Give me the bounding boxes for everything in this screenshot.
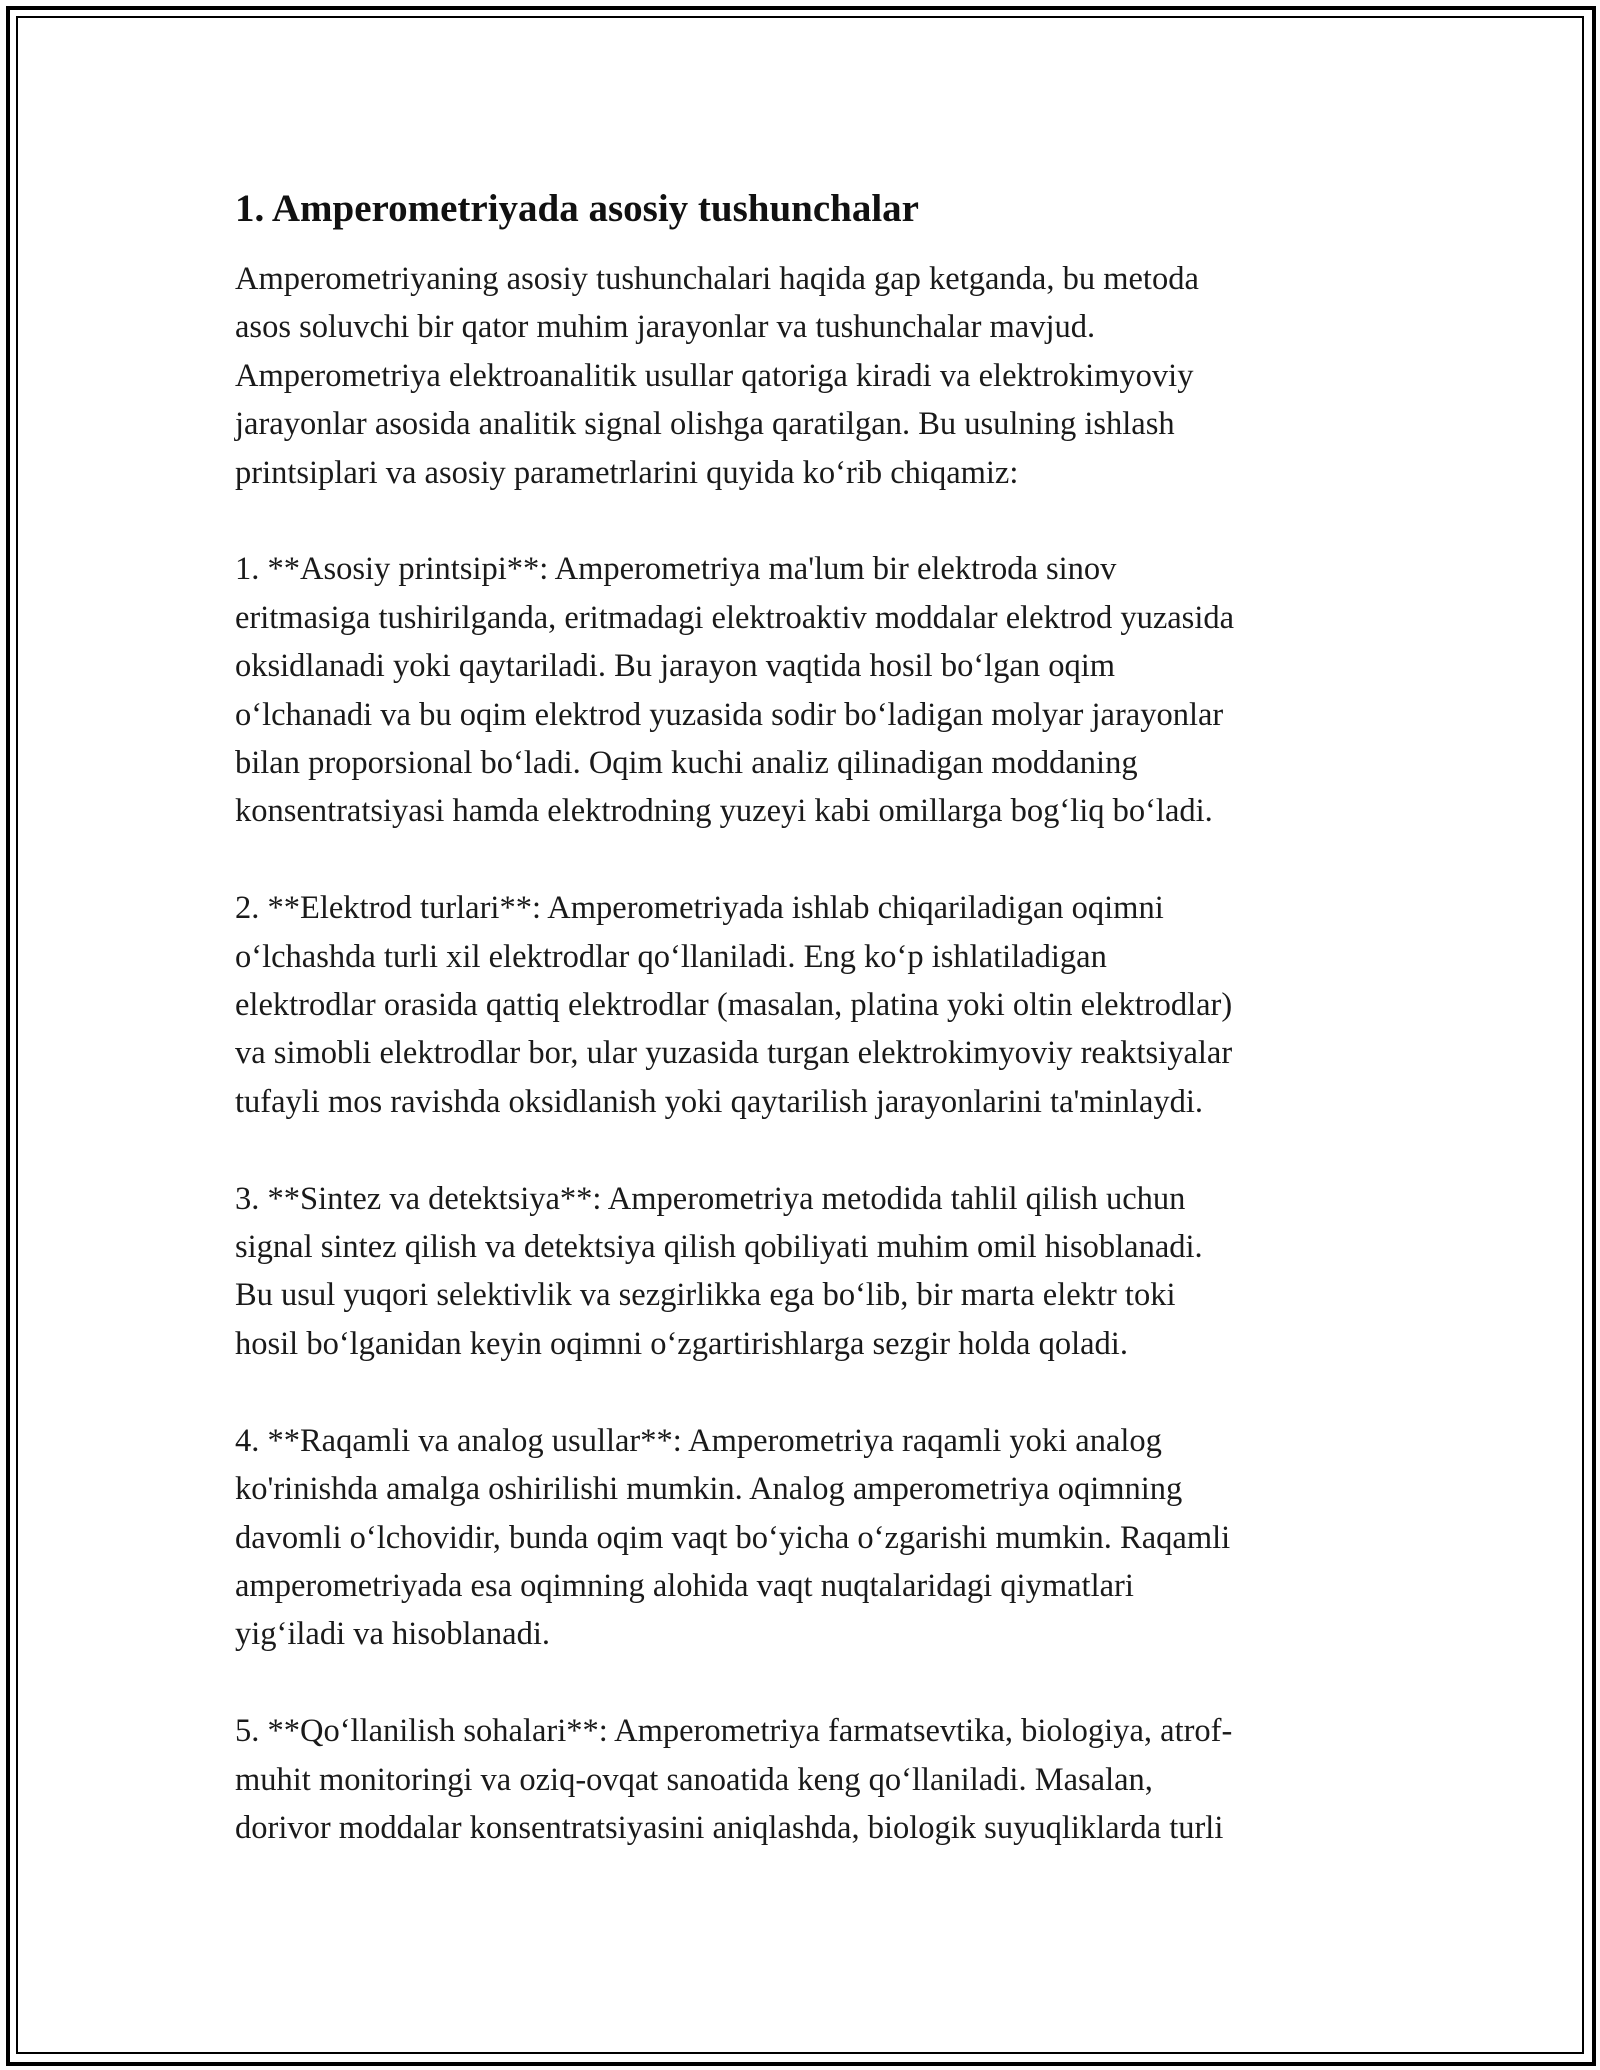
text-line: Amperometriya elektroanalitik usullar qatoriga kiradi va elektrokimyoviy bbox=[235, 357, 1194, 394]
text-line: amperometriyada esa oqimning alohida vaqt nuqtalaridagi qiymatlari bbox=[235, 1567, 1134, 1604]
text-line: va simobli elektrodlar bor, ular yuzasida turgan elektrokimyoviy reaktsiyalar bbox=[235, 1035, 1233, 1072]
text-line: konsentratsiyasi hamda elektrodning yuzeyi kabi omillarga bog‘liq bo‘ladi. bbox=[235, 793, 1213, 830]
text-line: asos soluvchi bir qator muhim jarayonlar va tushunchalar mavjud. bbox=[235, 309, 1096, 346]
text-line: davomli o‘lchovidir, bunda oqim vaqt bo‘yicha o‘zgarishi mumkin. Raqamli bbox=[235, 1519, 1231, 1556]
text-line: hosil bo‘lganidan keyin oqimni o‘zgartirishlarga sezgir holda qoladi. bbox=[235, 1325, 1128, 1362]
text-line: dorivor moddalar konsentratsiyasini aniqlashda, biologik suyuqliklarda turli bbox=[235, 1809, 1224, 1846]
text-line: eritmasiga tushirilganda, eritmadagi elektroaktiv moddalar elektrod yuzasida bbox=[235, 599, 1235, 636]
text-line: Bu usul yuqori selektivlik va sezgirlikka ega bo‘lib, bir marta elektr toki bbox=[235, 1277, 1176, 1314]
paragraph-item-1 bbox=[235, 545, 1370, 835]
text-line: elektrodlar orasida qattiq elektrodlar (masalan, platina yoki oltin elektrodlar) bbox=[235, 987, 1233, 1024]
text-line: Amperometriyaning asosiy tushunchalari haqida gap ketganda, bu metoda bbox=[235, 261, 1199, 297]
text-line: muhit monitoringi va oziq-ovqat sanoatida keng qo‘llaniladi. Masalan, bbox=[235, 1761, 1153, 1798]
text-line: yig‘iladi va hisoblanadi. bbox=[235, 1616, 551, 1653]
text-line: printsiplari va asosiy parametrlarini quyida ko‘rib chiqamiz: bbox=[235, 454, 1019, 491]
text-line: 1. **Asosiy printsipi**: Amperometriya ma'lum bir elektroda sinov bbox=[235, 551, 1117, 588]
text-line: 2. **Elektrod turlari**: Amperometriyada ishlab chiqariladigan oqimni bbox=[235, 890, 1164, 927]
paragraph-item-2 bbox=[235, 884, 1370, 1126]
text-line: 3. **Sintez va detektsiya**: Amperometriya metodida tahlil qilish uchun bbox=[235, 1180, 1186, 1217]
text-line: oksidlanadi yoki qaytariladi. Bu jarayon vaqtida hosil bo‘lgan oqim bbox=[235, 648, 1116, 685]
paragraph-item-5 bbox=[235, 1707, 1370, 1852]
text-line: jarayonlar asosida analitik signal olishga qaratilgan. Bu usulning ishlash bbox=[235, 406, 1175, 443]
text-line: 5. **Qo‘llanilish sohalari**: Amperometriya farmatsevtika, biologiya, atrof- bbox=[235, 1713, 1233, 1750]
text-line: signal sintez qilish va detektsiya qilish qobiliyati muhim omil hisoblanadi. bbox=[235, 1229, 1203, 1266]
text-line: o‘lchashda turli xil elektrodlar qo‘llaniladi. Eng ko‘p ishlatiladigan bbox=[235, 938, 1107, 975]
text-line: bilan proporsional bo‘ladi. Oqim kuchi analiz qilinadigan moddaning bbox=[235, 745, 1138, 782]
paragraph-item-4 bbox=[235, 1417, 1370, 1659]
text-line: 4. **Raqamli va analog usullar**: Amperometriya raqamli yoki analog bbox=[235, 1422, 1162, 1459]
section-heading: 1. Amperometriyada asosiy tushunchalar bbox=[235, 187, 919, 230]
document-body bbox=[235, 185, 1370, 1901]
text-line: tufayli mos ravishda oksidlanish yoki qaytarilish jarayonlarini ta'minlaydi. bbox=[235, 1083, 1204, 1120]
text-line: o‘lchanadi va bu oqim elektrod yuzasida sodir bo‘ladigan molyar jarayonlar bbox=[235, 696, 1224, 733]
paragraph-intro bbox=[235, 255, 1370, 497]
paragraph-item-3 bbox=[235, 1175, 1370, 1369]
text-line: ko'rinishda amalga oshirilishi mumkin. Analog amperometriya oqimning bbox=[235, 1471, 1183, 1508]
